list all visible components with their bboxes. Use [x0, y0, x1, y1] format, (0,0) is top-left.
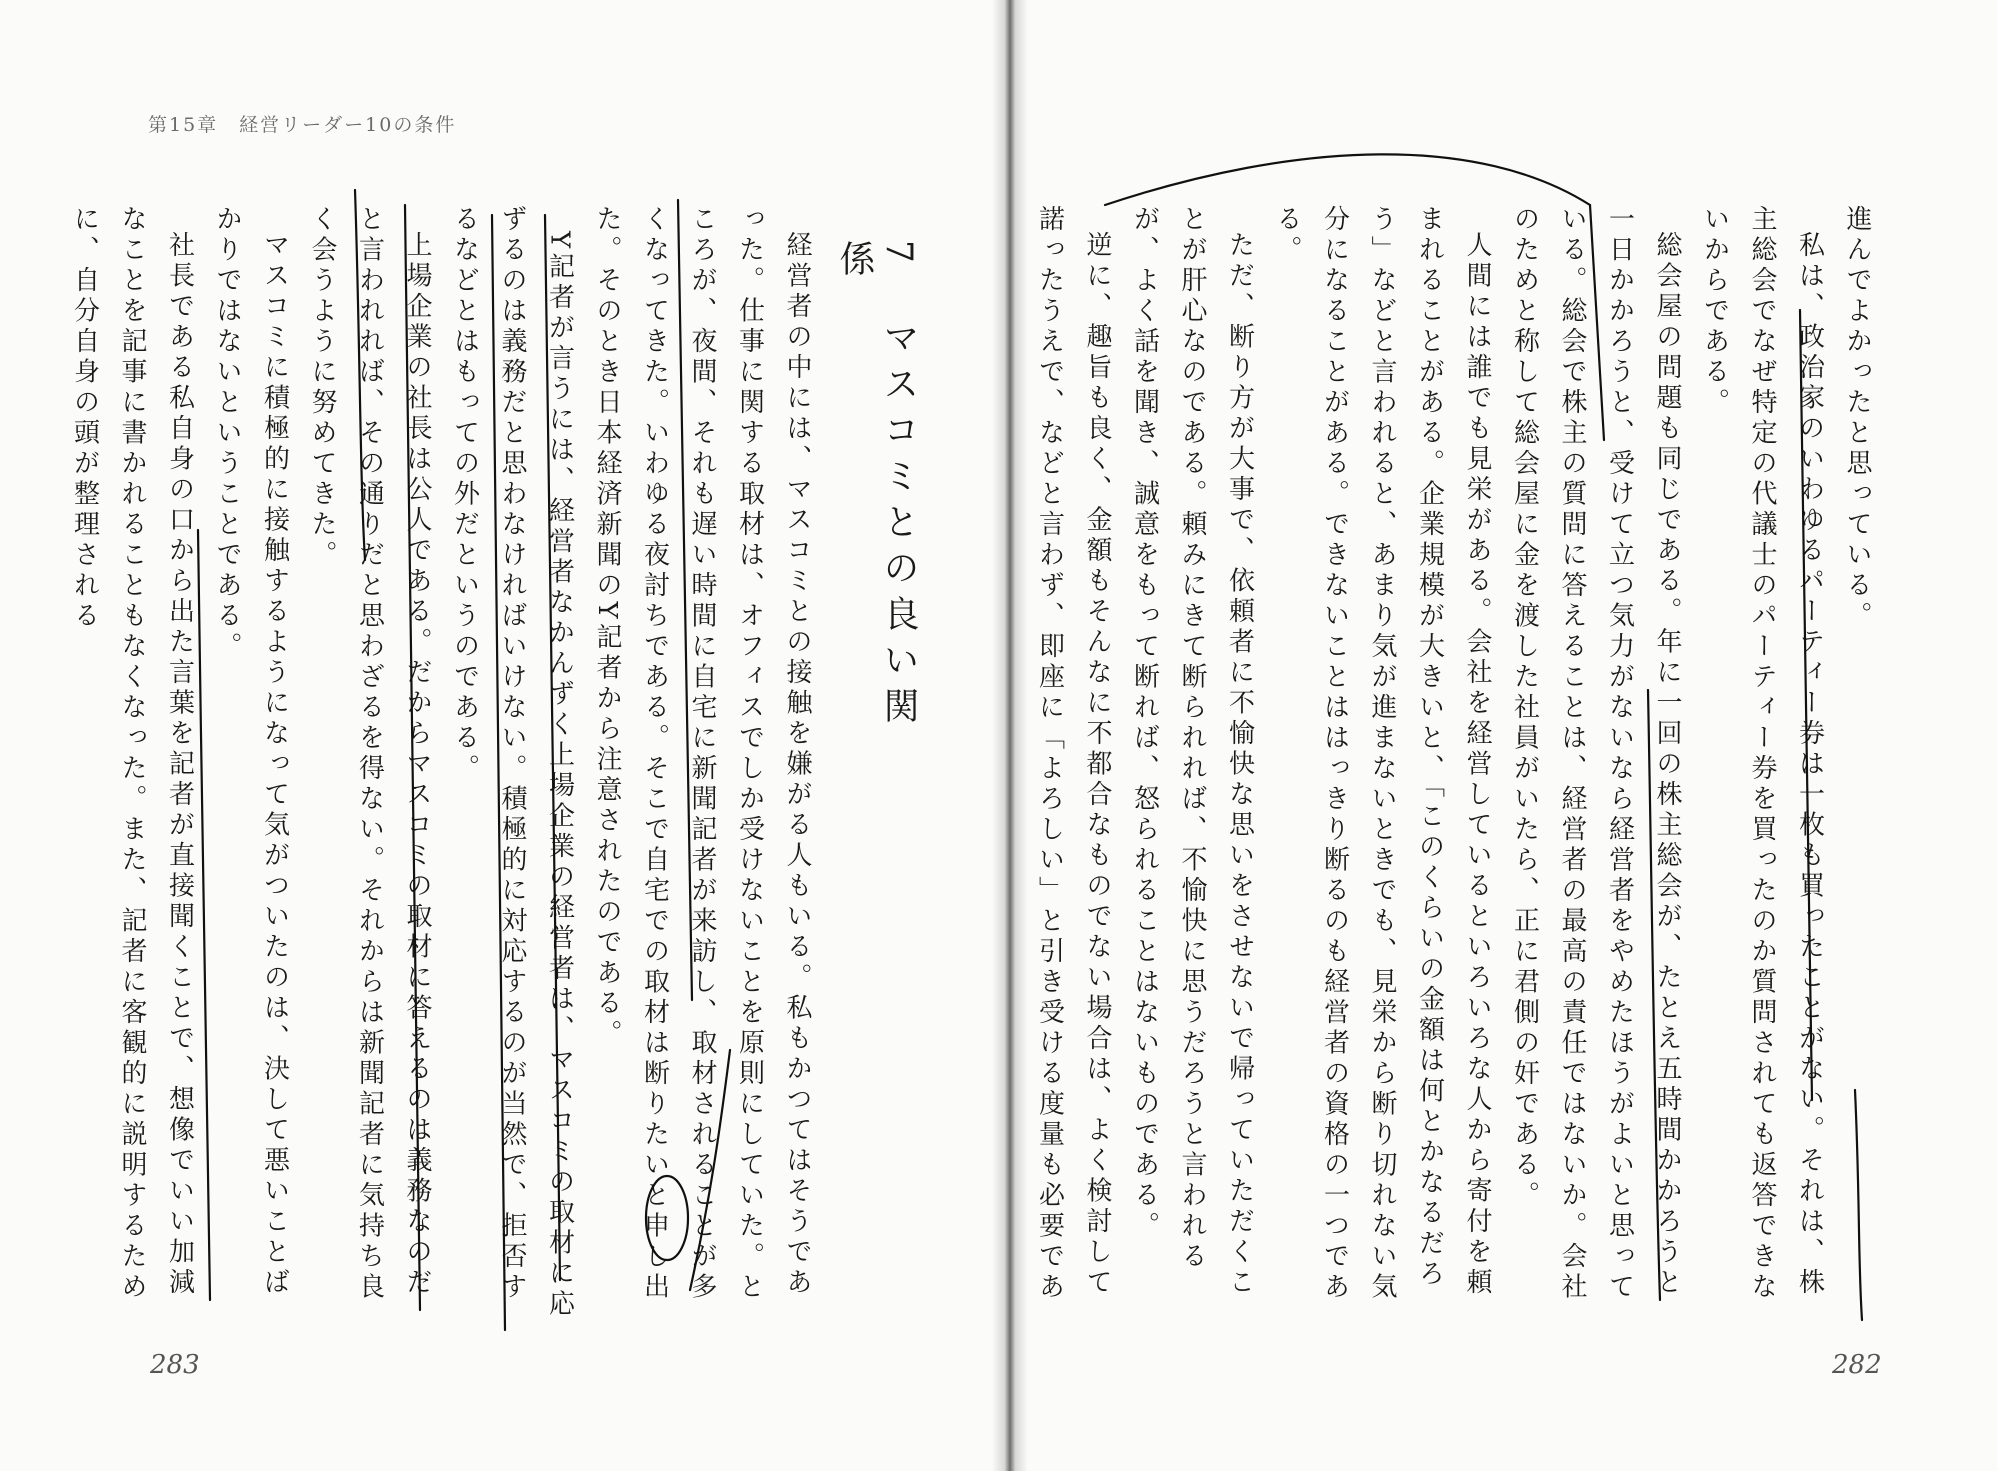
book-gutter	[992, 0, 1028, 1471]
paragraph: 人間には誰でも見栄がある。会社を経営しているといろいろな人から寄付を頼まれることがある。企業規模が大きいと、「このくらいの金額は何とかなるだろう」などと言われると、あまり気が進まないときでも、見栄から断り切れない気分になることがある。できないことははっきり断るのも経営者の資格の一つである。	[1272, 205, 1492, 1303]
paragraph: 私は、政治家のいわゆるパーティー券は一枚も買ったことがない。それは、株主総会でなぜ特定の代議士のパーティー券を買ったのか質問されても返答できないからである。	[1699, 205, 1825, 1303]
paragraph: Y記者が言うには、経営者なかんずく上場企業の経営者は、マスコミの取材に応ずるのは義務だと思わなければいけない。積極的に対応するのが当然で、拒否するなどとはもっての外だというのである。	[449, 205, 575, 1321]
paragraph: 総会屋の問題も同じである。年に一回の株主総会が、たとえ五時間かかろうと一日かかろうと、受けて立つ気力がないなら経営者をやめたほうがよいと思っている。総会で株主の質問に答えることは、経営者の最高の責任ではないか。会社のためと称して総会屋に金を渡した社員がいたら、正に君側の奸である。	[1509, 205, 1682, 1303]
paragraph: 進んでよかったと思っている。	[1842, 205, 1872, 632]
section-heading: 7 マスコミとの良い関係	[834, 240, 919, 733]
left-page-body	[69, 205, 820, 1325]
page-number-right: 282	[1832, 1350, 1882, 1380]
running-header: 第15章 経営リーダー10の条件	[148, 114, 457, 136]
right-page-body	[1034, 205, 1880, 1325]
paragraph: 逆に、趣旨も良く、金額もそんなに不都合なものでない場合は、よく検討して諾ったうえで、などと言わず、即座に「よろしい」と引き受ける度量も必要であ	[1034, 205, 1112, 1303]
paragraph: 社長である私自身の口から出た言葉を記者が直接聞くことで、想像でいい加減なことを記事に書かれることもなくなった。また、記者に客観的に説明するために、自分自身の頭が整理される	[69, 205, 195, 1303]
paragraph: 経営者の中には、マスコミとの接触を嫌がる人もいる。私もかつてはそうであった。仕事に関する取材は、オフィスでしか受けないことを原則にしていた。ところが、夜間、それも遅い時間に自宅に新聞記者が来訪し、取材されることが多くなってきた。いわゆる夜討ちである。そこで自宅での取材は断りたいと申し出た。そのとき日本経済新聞のY記者から注意されたのである。	[592, 205, 812, 1303]
paragraph: ただ、断り方が大事で、依頼者に不愉快な思いをさせないで帰っていただくことが肝心なのである。頼みにきて断られれば、不愉快に思うだろうと言われるが、よく話を聞き、誠意をもって断れば、怒られることはないものである。	[1129, 205, 1255, 1299]
paragraph: マスコミに積極的に接触するようになって気がついたのは、決して悪いことばかりではないということである。	[212, 205, 290, 1299]
page-number-left: 283	[150, 1350, 200, 1380]
paragraph: 上場企業の社長は公人である。だからマスコミの取材に答えるのは義務なのだと言われれば、その通りだと思わざるを得ない。それからは新聞記者に気持ち良く会うように努めてきた。	[307, 205, 432, 1303]
